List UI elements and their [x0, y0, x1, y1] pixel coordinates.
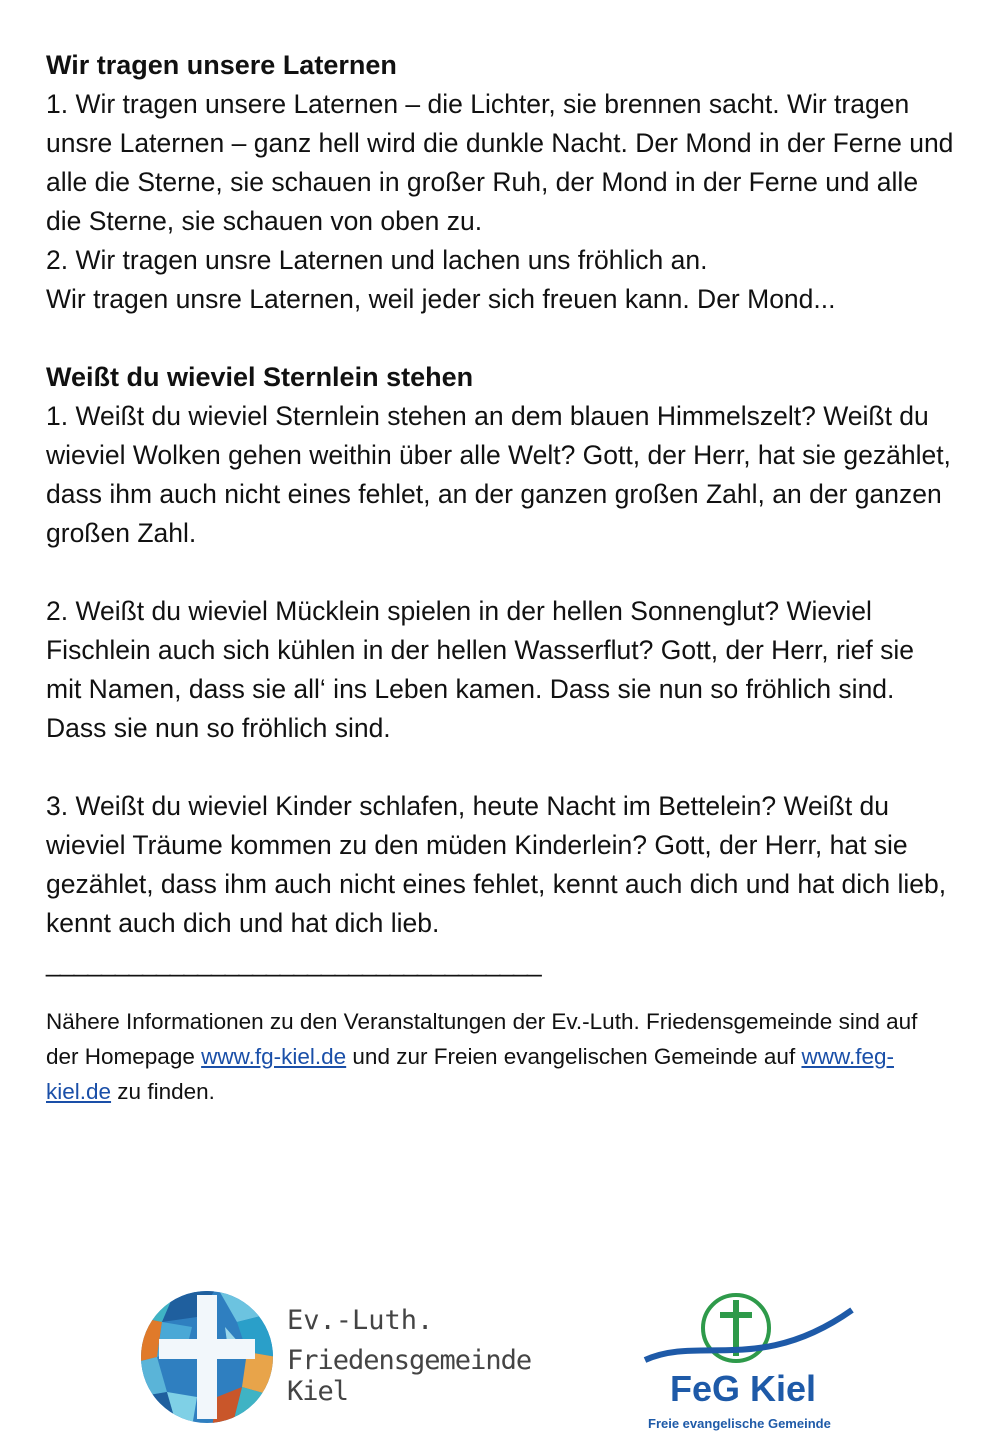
- spacer: [46, 553, 956, 592]
- song1-verse1: 1. Wir tragen unsere Laternen – die Lichter, sie brennen sacht. Wir tragen unsre Laternen – ganz hell wird die dunkle Nacht. Der Mond in der Ferne und alle die Sterne, sie schauen in großer Ruh, der Mond in der Ferne und alle die Sterne, sie schauen von oben zu.: [46, 89, 954, 236]
- feg-kiel-subtitle: Freie evangelische Gemeinde: [648, 1416, 831, 1431]
- info-text-3: zu finden.: [111, 1079, 215, 1104]
- feg-kiel-name: FeG Kiel: [670, 1368, 817, 1409]
- song1-verse2-line2: Wir tragen unsre Laternen, weil jeder sich freuen kann. Der Mond...: [46, 284, 836, 314]
- feg-cross-wave-icon: [640, 1290, 860, 1380]
- song2-title: Weißt du wieviel Sternlein stehen: [46, 362, 474, 392]
- song2-verse1: 1. Weißt du wieviel Sternlein stehen an dem blauen Himmelszelt? Weißt du wieviel Wolken gehen weithin über alle Welt? Gott, der Herr, hat sie gezählet, dass ihm auch nicht eines fehlet, an der ganzen großen Zahl, an der ganzen großen Zahl.: [46, 401, 951, 548]
- friedensgemeinde-line2: Friedensgemeinde Kiel: [287, 1345, 532, 1407]
- mosaic-cross-icon: [137, 1287, 277, 1427]
- info-text-2: und zur Freien evangelischen Gemeinde auf: [346, 1044, 802, 1069]
- feg-kiel-link[interactable]: www.feg-kiel.de: [46, 1044, 894, 1104]
- info-paragraph: [46, 1004, 946, 1109]
- divider-line: ____________________________________: [46, 947, 541, 977]
- song-sheet: [46, 46, 956, 982]
- song1-verse2-line1: 2. Wir tragen unsre Laternen und lachen uns fröhlich an.: [46, 245, 708, 275]
- song2-verse2: 2. Weißt du wieviel Mücklein spielen in der hellen Sonnenglut? Wieviel Fischlein auch sich kühlen in der hellen Wasserflut? Gott, der Herr, rief sie mit Namen, dass sie all‘ ins Leben kamen. Dass sie nun so fröhlich sind. Dass sie nun so fröhlich sind.: [46, 596, 915, 743]
- spacer: [46, 748, 956, 787]
- info-text-1: Nähere Informationen zu den Veranstaltungen der Ev.-Luth. Friedensgemeinde sind auf der Homepage: [46, 1009, 918, 1069]
- friedensgemeinde-logo: [137, 1287, 557, 1427]
- feg-kiel-logo: [640, 1290, 860, 1440]
- friedensgemeinde-line1: Ev.-Luth.: [287, 1305, 434, 1336]
- fg-kiel-link[interactable]: www.fg-kiel.de: [201, 1044, 347, 1069]
- spacer: [46, 319, 956, 358]
- song2-verse3: 3. Weißt du wieviel Kinder schlafen, heute Nacht im Bettelein? Weißt du wieviel Träume kommen zu den müden Kinderlein? Gott, der Herr, hat sie gezählet, dass ihm auch nicht eines fehlet, kennt auch dich und hat dich lieb, kennt auch dich und hat dich lieb.: [46, 791, 947, 938]
- song1-title: Wir tragen unsere Laternen: [46, 50, 397, 80]
